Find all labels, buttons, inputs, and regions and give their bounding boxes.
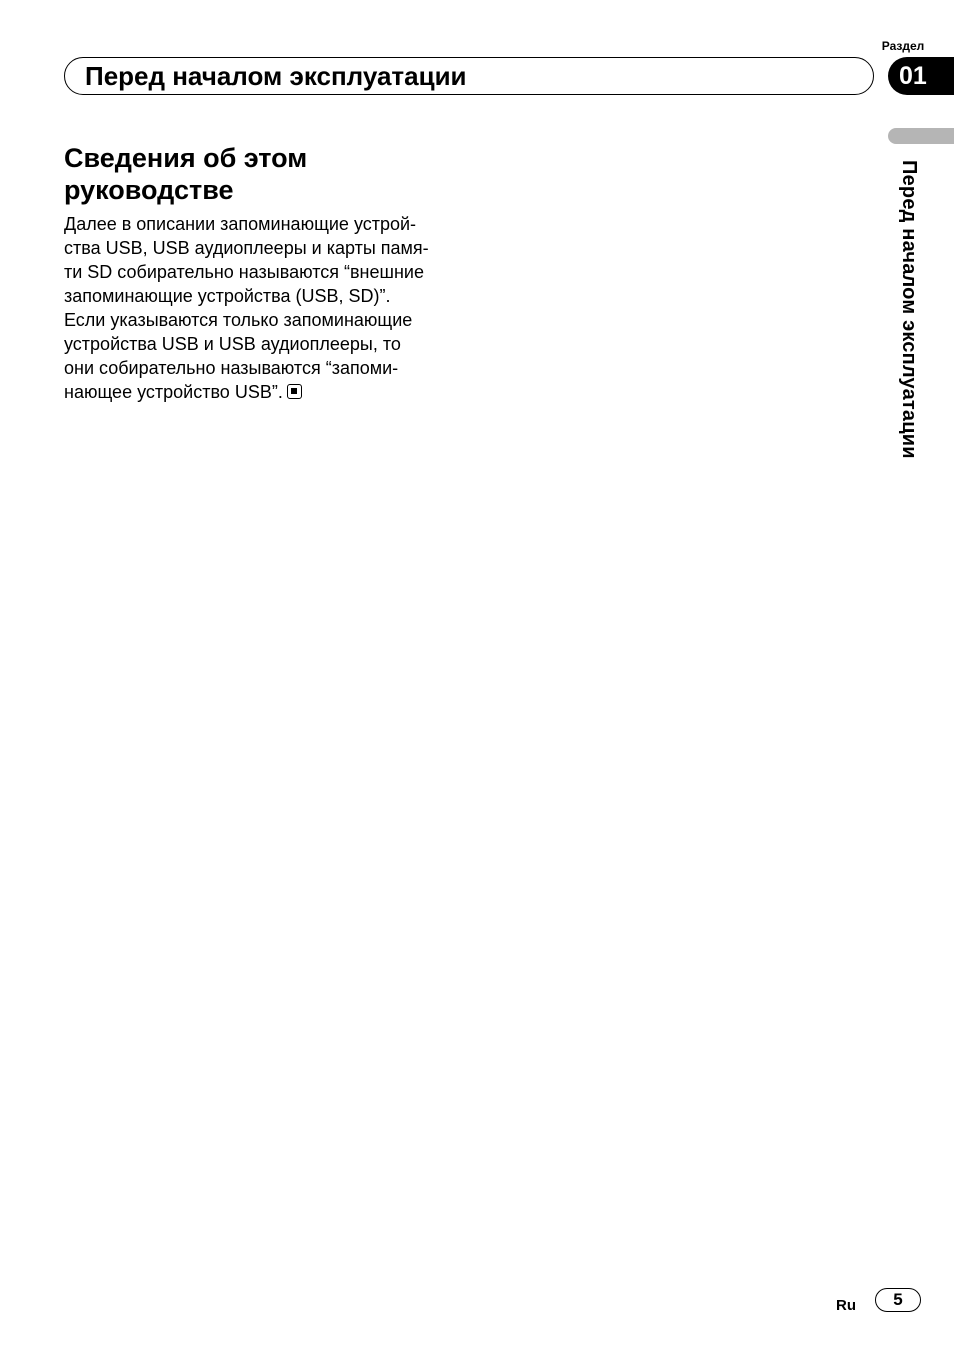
article-heading-line: руководстве xyxy=(64,175,234,205)
language-label: Ru xyxy=(836,1297,856,1314)
section-label: Раздел xyxy=(881,39,925,53)
article-body xyxy=(64,212,456,404)
body-line-last xyxy=(64,380,456,404)
article-heading xyxy=(64,142,464,206)
body-line-text: нающее устройство USB”. xyxy=(64,382,283,402)
header-bar xyxy=(64,57,874,95)
body-line: запоминающие устройства (USB, SD)”. xyxy=(64,286,391,306)
body-line: Если указываются только запоминающие xyxy=(64,310,413,330)
body-line: ти SD собирательно называются “внешние xyxy=(64,262,424,282)
sidebar-tab xyxy=(888,128,954,144)
end-of-section-icon xyxy=(287,384,302,399)
sidebar-vertical-title: Перед началом эксплуатации xyxy=(898,160,920,459)
header-title: Перед началом эксплуатации xyxy=(85,61,467,91)
body-line: ства USB, USB аудиоплееры и карты памя- xyxy=(64,238,429,258)
page-number: 5 xyxy=(875,1288,921,1312)
article-heading-line: Сведения об этом xyxy=(64,143,308,173)
body-line: Далее в описании запоминающие устрой- xyxy=(64,214,417,234)
section-number-badge: 01 xyxy=(888,57,954,95)
body-line: устройства USB и USB аудиоплееры, то xyxy=(64,334,401,354)
body-line: они собирательно называются “запоми- xyxy=(64,358,399,378)
